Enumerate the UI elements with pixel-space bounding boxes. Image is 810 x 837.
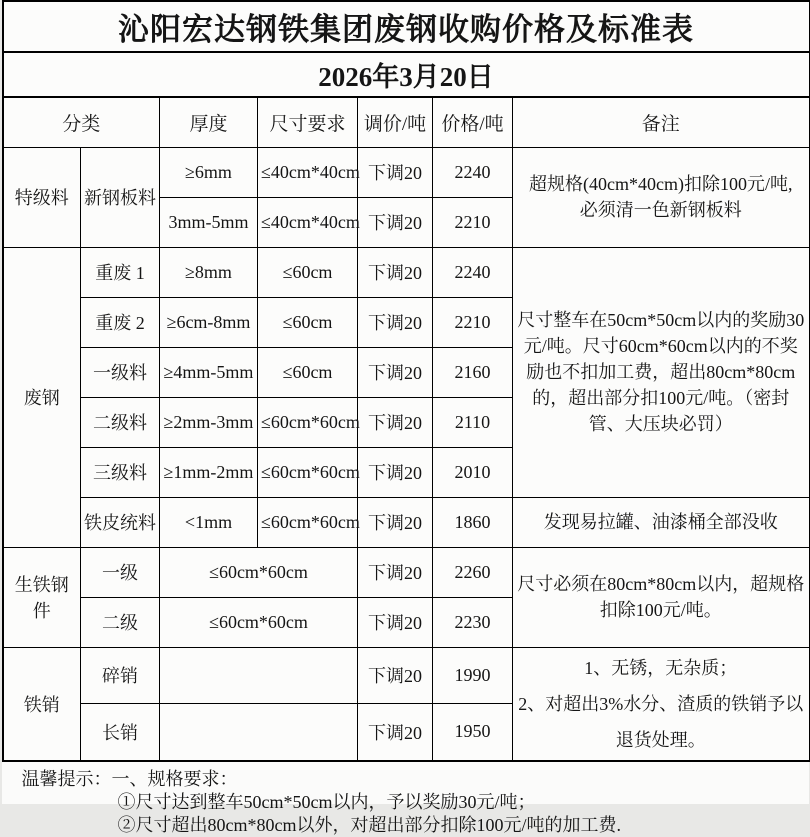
size-cell: ≤40cm*40cm — [258, 147, 358, 197]
size-cell: ≤40cm*40cm — [258, 197, 358, 247]
col-header-category: 分类 — [3, 97, 160, 147]
price-cell: 2160 — [433, 347, 513, 397]
remarks-iron-shavings: 1、无锈，无杂质； 2、对超出3%水分、渣质的铁销予以 退货处理。 — [513, 647, 810, 761]
price-cell: 1860 — [433, 497, 513, 547]
thickness-cell: 3mm-5mm — [160, 197, 258, 247]
thickness-cell: <1mm — [160, 497, 258, 547]
size-cell: ≤60cm — [258, 297, 358, 347]
adjustment-cell: 下调20 — [358, 447, 433, 497]
size-cell: ≤60cm*60cm — [160, 547, 358, 597]
price-cell: 2010 — [433, 447, 513, 497]
price-notice-page — [2, 0, 809, 804]
thickness-cell: ≥1mm-2mm — [160, 447, 258, 497]
table-row — [3, 147, 810, 197]
table-date-row — [3, 52, 810, 97]
price-cell: 2240 — [433, 247, 513, 297]
table-row — [3, 547, 810, 597]
thickness-cell: ≥4mm-5mm — [160, 347, 258, 397]
subcategory-grade-2: 二级料 — [81, 397, 160, 447]
adjustment-cell: 下调20 — [358, 397, 433, 447]
empty-cell — [160, 647, 358, 704]
subcategory-long-shavings: 长销 — [81, 704, 160, 761]
subcategory-sheet-iron: 铁皮统料 — [81, 497, 160, 547]
price-cell: 2210 — [433, 197, 513, 247]
subcategory-level-2: 二级 — [81, 597, 160, 647]
column-header-row — [3, 97, 810, 147]
remarks-scrap-steel: 尺寸整车在50cm*50cm以内的奖励30元/吨。尺寸60cm*60cm以内的不奖励也不扣加工费，超出80cm*80cm的，超出部分扣100元/吨。（密封管、大压块必罚） — [513, 247, 810, 497]
adjustment-cell: 下调20 — [358, 547, 433, 597]
adjustment-cell: 下调20 — [358, 647, 433, 704]
subcategory-heavy-scrap-2: 重废 2 — [81, 297, 160, 347]
subcategory-level-1: 一级 — [81, 547, 160, 597]
thickness-cell: ≥6mm — [160, 147, 258, 197]
col-header-thickness: 厚度 — [160, 97, 258, 147]
size-cell: ≤60cm*60cm — [258, 447, 358, 497]
adjustment-cell: 下调20 — [358, 147, 433, 197]
price-cell: 2210 — [433, 297, 513, 347]
scrap-price-table — [2, 0, 810, 762]
adjustment-cell: 下调20 — [358, 597, 433, 647]
size-cell: ≤60cm*60cm — [160, 597, 358, 647]
subcategory-heavy-scrap-1: 重废 1 — [81, 247, 160, 297]
price-cell: 2260 — [433, 547, 513, 597]
size-cell: ≤60cm*60cm — [258, 397, 358, 447]
adjustment-cell: 下调20 — [358, 247, 433, 297]
table-row — [3, 647, 810, 704]
category-special-grade: 特级料 — [3, 147, 81, 247]
thickness-cell: ≥6cm-8mm — [160, 297, 258, 347]
remarks-sheet-iron: 发现易拉罐、油漆桶全部没收 — [513, 497, 810, 547]
table-row — [3, 247, 810, 297]
col-header-adjustment: 调价/吨 — [358, 97, 433, 147]
tips-footer — [2, 762, 809, 837]
col-header-size: 尺寸要求 — [258, 97, 358, 147]
category-iron-shavings: 铁销 — [3, 647, 81, 761]
tips-rule-2: ②尺寸超出80cm*80cm以外，对超出部分扣除100元/吨的加工费. — [22, 814, 809, 837]
adjustment-cell: 下调20 — [358, 297, 433, 347]
remarks-special-grade: 超规格(40cm*40cm)扣除100元/吨, 必须清一色新钢板料 — [513, 147, 810, 247]
subcategory-grade-3: 三级料 — [81, 447, 160, 497]
adjustment-cell: 下调20 — [358, 704, 433, 761]
size-cell: ≤60cm — [258, 247, 358, 297]
price-cell: 1950 — [433, 704, 513, 761]
subcategory-crushed-shavings: 碎销 — [81, 647, 160, 704]
price-cell: 2110 — [433, 397, 513, 447]
size-cell: ≤60cm — [258, 347, 358, 397]
adjustment-cell: 下调20 — [358, 197, 433, 247]
col-header-remarks: 备注 — [513, 97, 810, 147]
category-pig-iron-parts: 生铁钢件 — [3, 547, 81, 647]
empty-cell — [160, 704, 358, 761]
adjustment-cell: 下调20 — [358, 497, 433, 547]
remarks-pig-iron-parts: 尺寸必须在80cm*80cm以内，超规格扣除100元/吨。 — [513, 547, 810, 647]
col-header-price: 价格/吨 — [433, 97, 513, 147]
adjustment-cell: 下调20 — [358, 347, 433, 397]
subcategory-new-steel-plate: 新钢板料 — [81, 147, 160, 247]
date-label: 2026年3月20日 — [3, 52, 810, 97]
category-scrap-steel: 废钢 — [3, 247, 81, 547]
table-row — [3, 497, 810, 547]
table-title-row — [3, 1, 810, 52]
thickness-cell: ≥2mm-3mm — [160, 397, 258, 447]
thickness-cell: ≥8mm — [160, 247, 258, 297]
page-title: 沁阳宏达钢铁集团废钢收购价格及标准表 — [3, 1, 810, 52]
tips-heading: 温馨提示：一、规格要求： — [22, 768, 809, 791]
price-cell: 2240 — [433, 147, 513, 197]
price-cell: 1990 — [433, 647, 513, 704]
size-cell: ≤60cm*60cm — [258, 497, 358, 547]
price-cell: 2230 — [433, 597, 513, 647]
tips-rule-1: ①尺寸达到整车50cm*50cm以内，予以奖励30元/吨； — [22, 791, 809, 814]
subcategory-grade-1: 一级料 — [81, 347, 160, 397]
